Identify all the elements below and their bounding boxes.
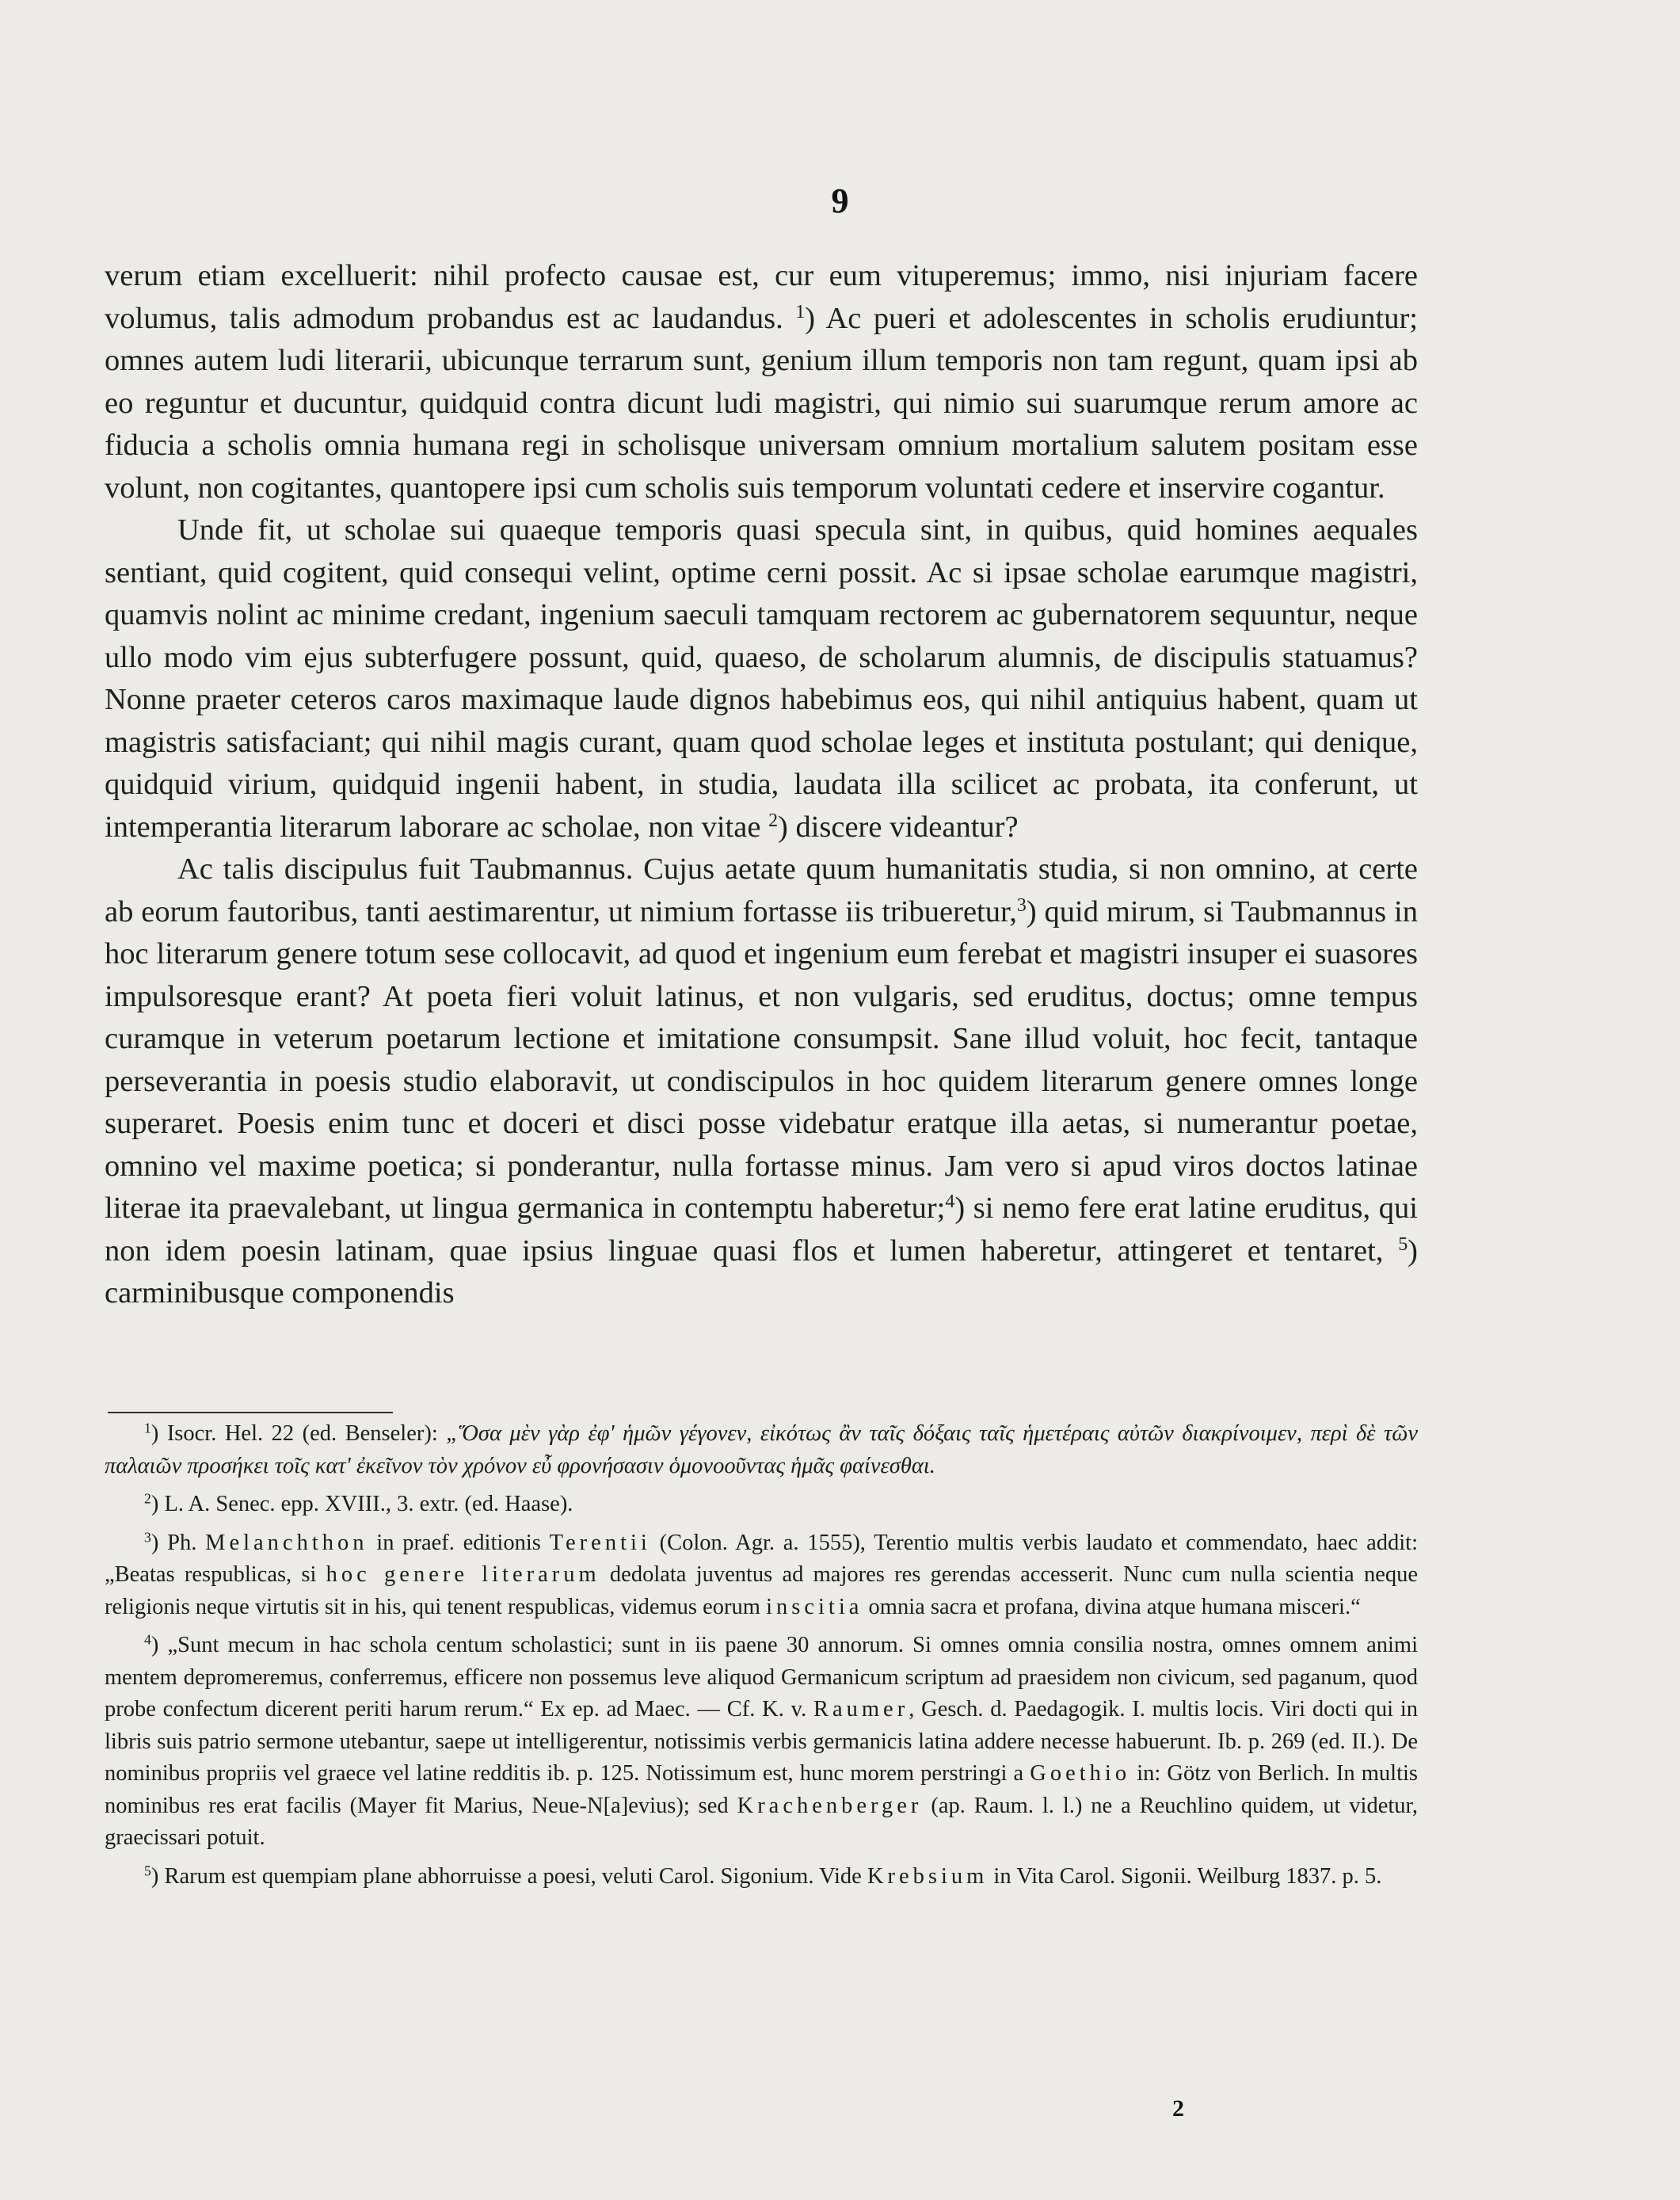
footnote-ref-5[interactable]: 5: [1398, 1233, 1408, 1255]
main-text: [105, 255, 1418, 1315]
signature-mark: 2: [1172, 2095, 1184, 2122]
footnote-ref-1[interactable]: 1: [795, 301, 806, 322]
footnote-1: $^1$) Isocr. Hel. 22 (ed. Benseler): „Ὅσα μὲν γὰρ ἐφ' ἡμῶν γέγονεν, εἰκότως ἂν ταῖς δόξαις ταῖς ἡμετέραις αὐτῶν διακρίνοιμεν, περὶ δὲ τῶν παλαιῶν προσήκει τοῖς κατ' ἐκεῖνον τὸν χρόνον εὖ φρονήσασιν ὁμονοοῦντας ἡμᾶς φαίνεσθαι.: [105, 1420, 1419, 1478]
footnote-separator: [108, 1412, 393, 1413]
paragraph-3: Ac talis discipulus fuit Taubmannus. Cujus aetate quum humanitatis studia, si non omnino, at certe ab eorum fautoribus, tanti aestimarentur, ut nimium fortasse iis tribueretur,$^3$) quid mirum, si Taubmannus in hoc literarum genere totum sese collocavit, ad quod et ingenium eum ferebat et magistri insuper ei suasores impulsoresque erant? At poeta fieri voluit latinus, et non vulgaris, sed eruditus, doctus; omne tempus curamque in veterum poetarum lectione et imitatione consumpsit. Sane illud voluit, hoc fecit, tantaque perseverantia in poesis studio elaboravit, ut condiscipulos in hoc quidem literarum genere omnes longe superaret. Poesis enim tunc et doceri et disci posse videbatur eratque illa aetas, si numerantur poetae, omnino vel maxime poetica; si ponderantur, nulla fortasse minus. Jam vero si apud viros doctos latinae literae ita praevalebant, ut lingua germanica in contemptu haberetur;$^4$) si nemo fere erat latine eruditus, qui non idem poesin latinam, quae ipsius linguae quasi flos et lumen haberetur, attingeret et tentaret, $^5$) carminibusque componendis: [105, 852, 1418, 1310]
footnote-ref-3[interactable]: 3: [1016, 894, 1027, 916]
footnotes: [105, 1418, 1418, 1899]
page-number: 9: [831, 181, 849, 220]
footnote-4: $^4$) „Sunt mecum in hac schola centum scholastici; sunt in iis paene 30 annorum. Si omnes omnia consilia nostra, omnes omnem animi mentem depromeremus, conferremus, efficere non possemus leve aliquod Germanicum scriptum ad praesidem non civicum, sed paganum, quod probe confectum dicerent periti harum rerum.“ Ex ep. ad Maec. — Cf. K. v. Raumer, Gesch. d. Paedagogik. I. multis locis. Viri docti qui in libris suis patrio sermone utebantur, saepe ut intelligerentur, notissimis verbis germanicis latina addere necesse habuerunt. Ib. p. 269 (ed. II.). De nominibus propriis vel graece vel latine redditis ib. p. 125. Notissimum est, hunc morem perstringi a Goethio in: Götz von Berlich. In multis nominibus res erat facilis (Mayer fit Marius, Neue-N[a]evius); sed Krachenberger (ap. Raum. l. l.) ne a Reuchlino quidem, ut videtur, graecissari potuit.: [105, 1631, 1419, 1850]
footnote-2: $^2$) L. A. Senec. epp. XVIII., 3. extr. (ed. Haase).: [144, 1490, 573, 1516]
greek-quotation: „Ὅσα μὲν γὰρ ἐφ' ἡμῶν γέγονεν, εἰκότως ἂν ταῖς δόξαις ταῖς ἡμετέραις αὐτῶν διακρίνοιμεν, περὶ δὲ τῶν παλαιῶν προσήκει τοῖς κατ' ἐκεῖνον τὸν χρόνον εὖ φρονήσασιν ὁμονοοῦντας ἡμᾶς φαίνεσθαι.: [105, 1421, 1419, 1478]
paragraph-2: Unde fit, ut scholae sui quaeque temporis quasi specula sint, in quibus, quid homines aequales sentiant, quid cogitent, quid consequi velint, optime cerni possit. Ac si ipsae scholae earumque magistri, quamvis nolint ac minime credant, ingenium saeculi tamquam rectorem ac gubernatorem sequuntur, neque ullo modo vim ejus subterfugere possunt, quid, quaeso, de scholarum alumnis, de discipulis statuamus? Nonne praeter ceteros caros maximaque laude dignos habebimus eos, qui nihil antiquius habent, quam ut magistris satisfaciant; qui nihil magis curant, quam quod scholae leges et instituta postulant; qui denique, quidquid virium, quidquid ingenii habent, in studia, laudata illa scilicet ac probata, ita conferunt, ut intemperantia literarum laborare ac scholae, non vitae $^2$) discere videantur?: [105, 513, 1418, 844]
footnote-ref-4[interactable]: 4: [945, 1191, 955, 1212]
paragraph-1: verum etiam excelluerit: nihil profecto causae est, cur eum vituperemus; immo, nisi injuriam facere volumus, talis admodum probandus est ac laudandus. $^1$) Ac pueri et adolescentes in scholis erudiuntur; omnes autem ludi literarii, ubicunque terrarum sunt, genium illum temporis non tam regunt, quam ipsi ab eo reguntur et ducuntur, quidquid contra dicunt ludi magistri, qui nimio sui suarumque rerum amore ac fiducia a scholis omnia humana regi in scholisque universam omnium mortalium salutem positam esse volunt, non cogitantes, quantopere ipsi cum scholis suis temporum voluntati cedere et inservire cogantur.: [105, 259, 1419, 505]
footnote-ref-2[interactable]: 2: [768, 810, 778, 831]
footnote-3: $^3$) Ph. Melanchthon in praef. editionis Terentii (Colon. Agr. a. 1555), Terentio multis verbis laudato et commendato, haec addit: „Beatas respublicas, si hoc genere literarum dedolata juventus ad majores res gerendas accesserit. Nunc cum nulla scientia neque religionis neque virtutis sit in his, qui tenent respublicas, videmus eorum inscitia omnia sacra et profana, divina atque humana misceri.“: [105, 1528, 1418, 1619]
footnote-5: $^5$) Rarum est quempiam plane abhorruisse a poesi, veluti Carol. Sigonium. Vide Krebsium in Vita Carol. Sigonii. Weilburg 1837. p. 5.: [144, 1862, 1382, 1889]
